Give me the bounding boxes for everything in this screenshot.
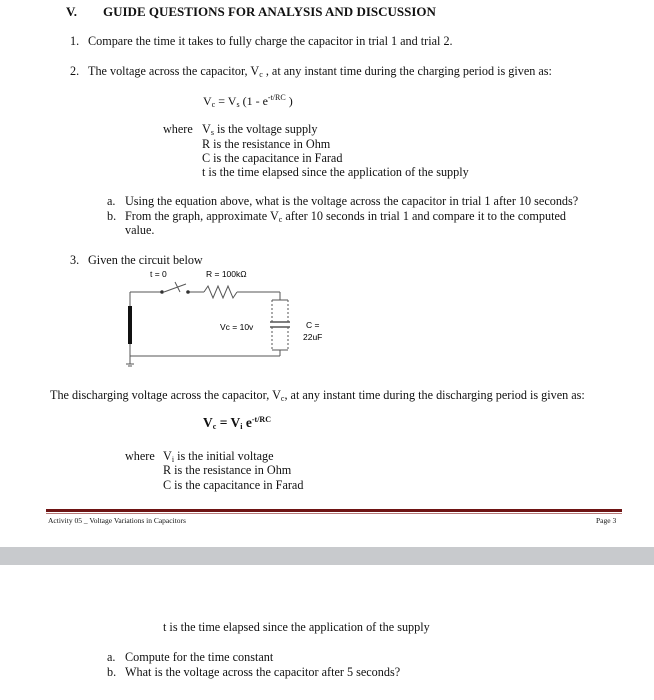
q3-text: Given the circuit below bbox=[88, 253, 203, 267]
charging-equation: $V_c = V_s$ ($1 - e^{-t/RC}$ ) bbox=[203, 93, 293, 109]
switch-blade bbox=[164, 284, 186, 292]
switch-arrow bbox=[175, 282, 180, 292]
q1-number: 1. bbox=[70, 34, 80, 48]
q3-where-r: R is the resistance in Ohm bbox=[163, 463, 292, 477]
q2-number: 2. bbox=[70, 64, 80, 78]
cap-label-1: C = bbox=[306, 320, 320, 330]
q3-number: 3. bbox=[70, 253, 80, 267]
next-t-text: t is the time elapsed since the application of the supply bbox=[163, 620, 430, 634]
q2-where-c: C is the capacitance in Farad bbox=[202, 151, 343, 165]
switch-contact bbox=[160, 290, 164, 294]
discharging-equation: $V_c = V_i$ $e^{-t/RC}$ bbox=[203, 415, 271, 431]
footer-rule bbox=[46, 509, 622, 512]
resistor-symbol bbox=[204, 286, 237, 298]
next-a-label: a. bbox=[107, 650, 116, 664]
rc-circuit-diagram bbox=[120, 264, 340, 374]
q3-where-label: where bbox=[125, 449, 155, 463]
q2-where-label: where bbox=[163, 122, 193, 136]
q2-where-t: t is the time elapsed since the application of the supply bbox=[202, 165, 469, 179]
page-separator bbox=[0, 547, 654, 565]
q2b-text: From the graph, approximate $V_c$ after 10 seconds in trial 1 and compare it to the computed bbox=[125, 209, 566, 224]
section-number: V. bbox=[66, 4, 77, 19]
resistor-label: R = 100kΩ bbox=[206, 269, 247, 279]
next-b-label: b. bbox=[107, 665, 117, 679]
footer-page: Page 3 bbox=[596, 516, 617, 525]
section-title: GUIDE QUESTIONS FOR ANALYSIS AND DISCUSSION bbox=[103, 4, 436, 19]
q2a-text: Using the equation above, what is the voltage across the capacitor in trial 1 after 10 seconds? bbox=[125, 194, 579, 208]
q2-text: The voltage across the capacitor, $V_c$ , at any instant time during the charging period is given as: bbox=[88, 64, 552, 79]
footer-activity: Activity 05 _ Voltage Variations in Capacitors bbox=[48, 516, 186, 525]
vc-label: Vc = 10v bbox=[220, 322, 254, 332]
ground-symbol bbox=[126, 364, 134, 366]
q3-where-vi: $V_i$ is the initial voltage bbox=[163, 449, 274, 464]
footer-rule-thin bbox=[46, 513, 622, 514]
discharge-text: The discharging voltage across the capacitor, $V_c$, at any instant time during the discharging period is given as: bbox=[50, 388, 585, 403]
next-a-text: Compute for the time constant bbox=[125, 650, 274, 664]
switch-label: t = 0 bbox=[150, 269, 167, 279]
q2a-label: a. bbox=[107, 194, 116, 208]
cap-label-2: 22uF bbox=[303, 332, 323, 342]
q2-where-r: R is the resistance in Ohm bbox=[202, 137, 331, 151]
q3-where-c: C is the capacitance in Farad bbox=[163, 478, 304, 492]
q1-text: Compare the time it takes to fully charge the capacitor in trial 1 and trial 2. bbox=[88, 34, 453, 48]
next-b-text: What is the voltage across the capacitor after 5 seconds? bbox=[125, 665, 401, 679]
q2b-label: b. bbox=[107, 209, 117, 223]
q2-where-vs: $V_s$ is the voltage supply bbox=[202, 122, 318, 137]
q2b-text-cont: value. bbox=[125, 223, 155, 237]
